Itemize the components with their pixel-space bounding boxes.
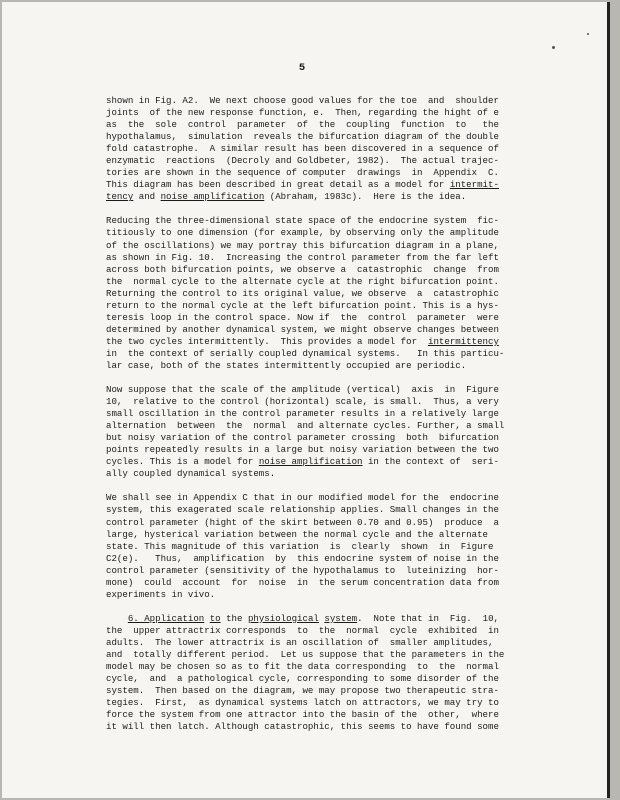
text-segment: as shown in Fig. 10. Increasing the control parameter from the far left [106,251,499,263]
text-line [106,468,518,480]
text-line [106,155,518,167]
paragraph [106,95,518,203]
text-line [106,348,518,360]
text-line [106,685,518,697]
text-line [106,167,518,179]
text-segment: in the context of seri- [362,456,499,468]
underlined-text: noise amplification [258,456,363,468]
text-segment: in the context of serially coupled dynamical systems. In this particu- [106,347,505,359]
text-line [106,529,518,541]
text-line [106,432,518,444]
speck-mark [587,33,589,35]
paragraph [106,384,518,480]
underlined-text: to [209,612,221,624]
text-segment: it will then latch. Although catastrophic, this seems to have found some [106,721,499,733]
text-segment: control parameter (hight of the skirt between 0.70 and 0.95) produce a [106,516,499,528]
text-segment [106,613,128,624]
text-segment: the [220,612,248,624]
text-line [106,360,518,372]
underlined-text: 6. Application [127,612,205,624]
text-segment: 10, relative to the control (horizontal) scale, is small. Thus, a very [106,396,499,408]
text-segment: as the sole control parameter of the coupling function to the [106,119,499,131]
speck-mark [552,46,555,49]
text-line [106,384,518,396]
text-segment: the upper attractrix corresponds to the normal cycle exhibited in [106,624,499,636]
text-line [106,179,518,191]
paragraph [106,492,518,600]
text-line [106,697,518,709]
text-segment: cycles. This is a model for [106,456,259,468]
text-line [106,709,518,721]
page-body [106,95,518,733]
text-segment: state. This magnitude of this variation is clearly shown in Figure [106,540,494,552]
text-segment: points repeatedly results in a large but noisy variation between the two [106,444,499,456]
text-line [106,95,518,107]
underlined-text: noise amplification [160,191,265,203]
text-line [106,673,518,685]
text-segment: control parameter (sensitivity of the hypothalamus to luteinizing hor- [106,564,499,576]
text-segment: shown in Fig. A2. We next choose good values for the toe and shoulder [106,95,499,106]
text-segment: return to the normal cycle at the left bifurcation point. This is a hys- [106,299,499,311]
text-line [106,191,518,203]
text-segment: (Abraham, 1983c). Here is the idea. [264,191,467,203]
text-line [106,589,518,601]
text-segment: . Note that in Fig. 10, [357,612,499,624]
text-line [106,637,518,649]
text-line [106,131,518,143]
text-segment: of the oscillations) we may portray this bifurcation diagram in a plane, [106,239,499,251]
text-segment: tories are shown in the sequence of computer drawings in Appendix C. [106,167,499,179]
paragraph-gap [106,372,518,384]
text-segment: but noisy variation of the control parameter crossing both bifurcation [106,432,499,444]
paragraph [106,215,518,372]
paragraph [106,613,518,733]
text-segment: system. Then based on the diagram, we may propose two therapeutic stra- [106,685,499,697]
text-segment: titiously to one dimension (for example, by observing only the amplitude [106,227,499,239]
underlined-text: intermittency [427,335,499,347]
underlined-text: intermit- [449,179,499,191]
paragraph-gap [106,601,518,613]
text-segment: system, this exagerated scale relationship applies. Small changes in the [106,504,499,516]
underlined-text: physiological [247,612,319,624]
text-line [106,240,518,252]
text-segment: small oscillation in the control parameter results in a relatively large [106,408,499,420]
document-page [2,2,610,798]
text-line [106,252,518,264]
text-segment: the normal cycle to the alternate cycle at the right bifurcation point. [106,275,499,287]
text-line [106,613,518,625]
text-line [106,553,518,565]
text-line [106,492,518,504]
text-segment: the two cycles intermittently. This provides a model for [106,335,428,347]
text-segment: and [133,191,161,203]
text-line [106,565,518,577]
text-segment: tegies. First, as dynamical systems latch on attractors, we may try to [106,697,499,709]
text-line [106,408,518,420]
text-segment: C2(e). Thus, amplification by this endocrine system of noise in the [106,552,499,564]
text-line [106,300,518,312]
text-segment: fold catastrophe. A similar result has been discovered in a sequence of [106,143,499,155]
text-line [106,577,518,589]
text-segment: adults. The lower attractrix is an oscillation of smaller amplitudes, [106,636,494,648]
text-segment: Returning the control to its original value, we observe a catastrophic [106,287,499,299]
text-segment: force the system from one attractor into the basin of the other, where [106,709,499,721]
text-line [106,336,518,348]
text-segment: lar case, both of the states intermittently occupied are periodic. [106,359,467,371]
paragraph-gap [106,480,518,492]
text-line [106,312,518,324]
text-line [106,324,518,336]
text-segment: cycle, and a pathological cycle, corresponding to some disorder of the [106,673,499,685]
underlined-text: system [324,612,358,624]
page-number: 5 [298,62,306,74]
text-line [106,264,518,276]
text-line [106,396,518,408]
text-line [106,504,518,516]
paragraph-gap [106,203,518,215]
text-segment: enzymatic reactions (Decroly and Goldbeter, 1982). The actual trajec- [106,155,499,167]
text-line [106,541,518,553]
text-line [106,227,518,239]
text-segment: experiments in vivo. [106,588,216,600]
text-segment: determined by another dynamical system, we might observe changes between [106,323,499,335]
text-segment: Reducing the three-dimensional state space of the endocrine system fic- [106,215,499,227]
text-segment: mone) could account for noise in the serum concentration data from [106,576,499,588]
text-line [106,107,518,119]
text-line [106,456,518,468]
text-segment: and totally different period. Let us suppose that the parameters in the [106,648,505,660]
text-segment: teresis loop in the control space. Now if the control parameter were [106,311,499,323]
text-line [106,215,518,227]
text-segment: joints of the new response function, e. Then, regarding the hight of e [106,107,499,119]
text-line [106,661,518,673]
text-segment: Now suppose that the scale of the amplitude (vertical) axis in Figure [106,384,499,396]
text-line [106,625,518,637]
text-line [106,276,518,288]
text-segment: hypothalamus, simulation reveals the bifurcation diagram of the double [106,131,499,143]
text-line [106,420,518,432]
text-line [106,143,518,155]
text-segment: across both bifurcation points, we observe a catastrophic change from [106,263,499,275]
text-line [106,721,518,733]
text-segment: This diagram has been described in great detail as a model for [106,179,450,191]
text-segment: alternation between the normal and alternate cycles. Further, a small [106,420,505,432]
text-segment: ally coupled dynamical systems. [106,468,276,480]
text-line [106,444,518,456]
text-line [106,288,518,300]
text-line [106,649,518,661]
text-line [106,119,518,131]
text-line [106,517,518,529]
text-segment: large, hysterical variation between the normal cycle and the alternate [106,528,488,540]
underlined-text: tency [106,191,134,203]
text-segment: We shall see in Appendix C that in our modified model for the endocrine [106,492,499,504]
text-segment: model may be chosen so as to fit the data corresponding to the normal [106,661,499,673]
